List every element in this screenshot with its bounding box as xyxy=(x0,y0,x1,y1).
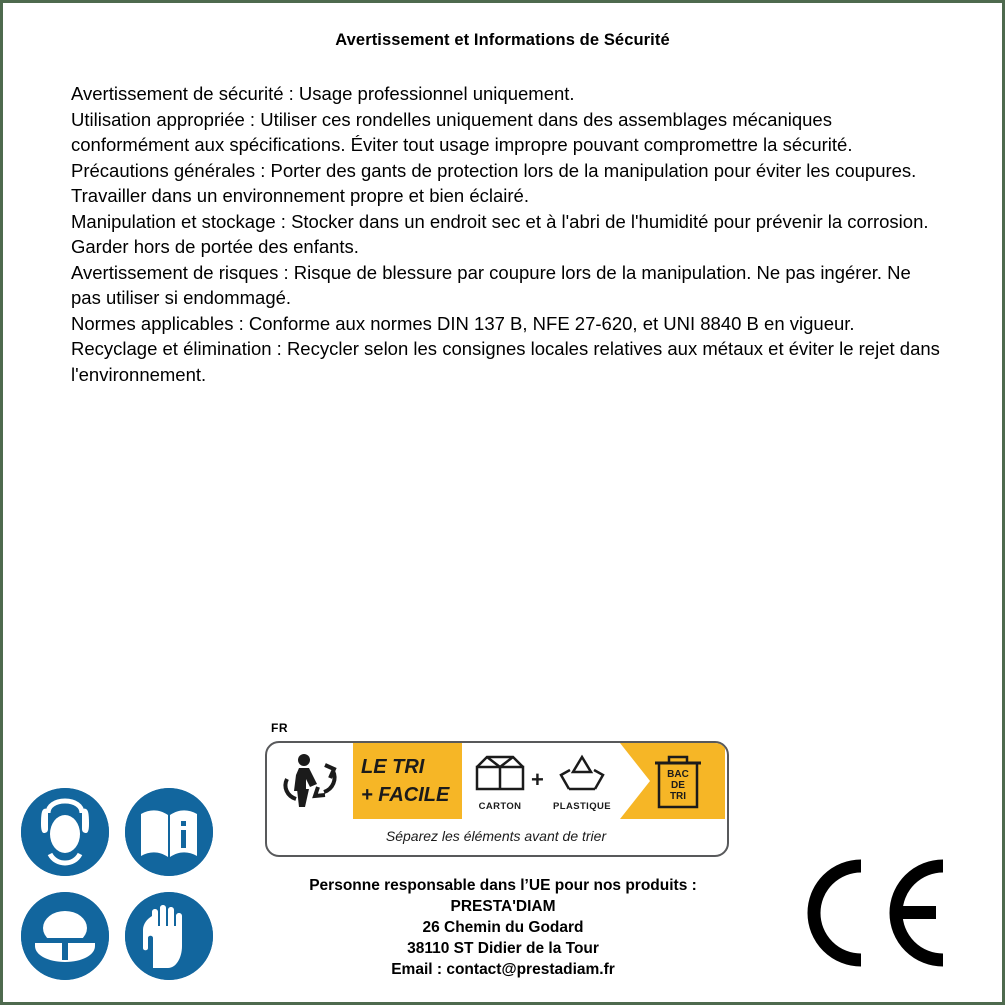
triman-figure-icon xyxy=(275,749,349,813)
waste-bin-label-line2: DE xyxy=(671,780,685,791)
paragraph-handling-storage: Manipulation et stockage : Stocker dans un endroit sec et à l'abri de l'humidité pour prévenir la corrosion. Garder hors de portée des enfants. xyxy=(71,210,929,257)
mandatory-pictograms-group xyxy=(21,788,213,980)
packaging-plastique-caption: PLASTIQUE xyxy=(553,801,611,812)
responsible-person-company: PRESTA'DIAM xyxy=(450,898,556,915)
paragraph-general-precautions: Précautions générales : Porter des gants de protection lors de la manipulation pour éviter les coupures. Travailler dans un environnement propre et bien éclairé. xyxy=(71,159,917,206)
recycling-plastic-icon xyxy=(549,749,615,795)
protective-gloves-icon xyxy=(125,892,213,980)
responsible-person-address: 26 Chemin du Godard xyxy=(422,919,584,936)
packaging-plastique xyxy=(549,749,615,812)
safety-information-text xyxy=(71,81,943,387)
triman-footer-text: Séparez les éléments avant de trier xyxy=(385,828,607,844)
responsible-person-email: Email : contact@prestadiam.fr xyxy=(391,961,615,978)
packaging-carton-caption: CARTON xyxy=(478,801,522,812)
waste-bin-label-line1: BAC xyxy=(667,769,689,780)
page-title: Avertissement et Informations de Sécurité xyxy=(335,31,670,49)
responsible-person-heading xyxy=(223,875,783,896)
eye-protection-icon xyxy=(21,892,109,980)
paragraph-safety-warning: Avertissement de sécurité : Usage professionnel uniquement. xyxy=(71,83,575,104)
waste-bin-label xyxy=(647,769,709,802)
paragraph-recycling-disposal: Recyclage et élimination : Recycler selon les consignes locales relatives aux métaux et éviter le rejet dans l'environnement. xyxy=(71,338,940,385)
read-instructions-icon xyxy=(125,788,213,876)
triman-country-code: FR xyxy=(271,721,288,735)
responsible-person-heading-prefix: Personne responsable dans l’ xyxy=(309,877,529,894)
ear-protection-icon xyxy=(21,788,109,876)
ce-mark-icon xyxy=(803,858,953,968)
responsible-person-block xyxy=(223,875,783,980)
responsible-person-heading-suffix: pour nos produits : xyxy=(550,877,697,894)
responsible-person-heading-eu: UE xyxy=(528,877,551,894)
triman-headline-line1: LE TRI xyxy=(361,756,425,778)
responsible-person-city: 38110 ST Didier de la Tour xyxy=(407,940,599,957)
triman-headline-line2: + FACILE xyxy=(361,784,450,806)
triman-label-box xyxy=(265,741,729,857)
waste-bin-label-line3: TRI xyxy=(669,791,687,802)
paragraph-risk-warning: Avertissement de risques : Risque de blessure par coupure lors de la manipulation. Ne pas ingérer. Ne pas utiliser si endommagé. xyxy=(71,261,911,308)
triman-headline xyxy=(361,753,459,809)
packaging-plus-sign: + xyxy=(531,767,544,792)
paragraph-applicable-standards: Normes applicables : Conforme aux normes DIN 137 B, NFE 27-620, et UNI 8840 B en vigueur. xyxy=(71,312,855,334)
triman-sorting-label xyxy=(265,721,731,856)
paragraph-appropriate-use: Utilisation appropriée : Utiliser ces rondelles uniquement dans des assemblages mécaniques conformément aux spécifications. Éviter tout usage impropre pouvant compromettre la sécurité. xyxy=(71,108,853,155)
packaging-carton xyxy=(467,749,533,812)
carton-box-icon xyxy=(467,749,533,795)
